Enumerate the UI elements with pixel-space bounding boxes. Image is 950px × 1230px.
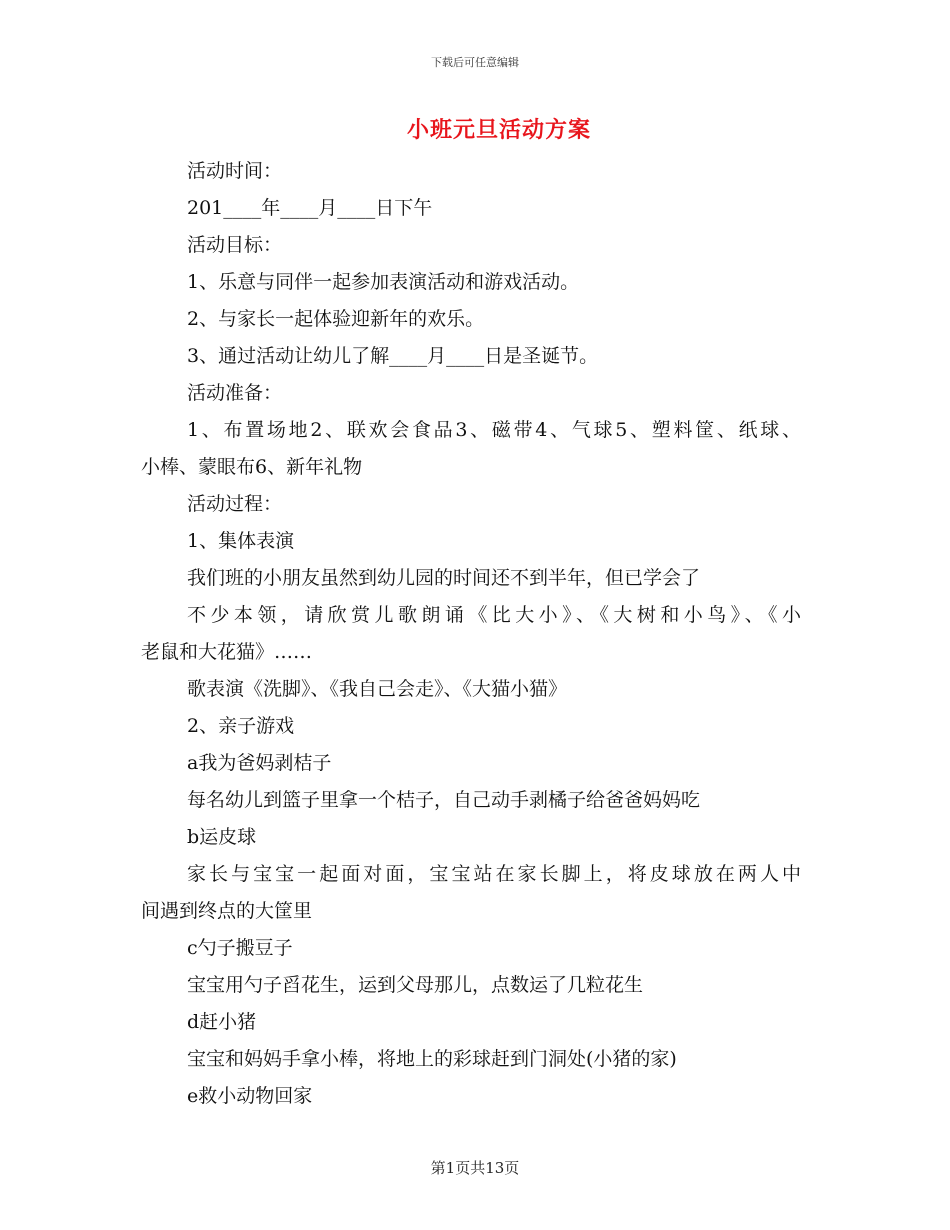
body-line: e救小动物回家	[187, 1085, 313, 1107]
body-line: 不少本领，请欣赏儿歌朗诵《比大小》、《大树和小鸟》、《小	[187, 604, 801, 626]
page-footer: 第1页共13页	[430, 1159, 520, 1177]
body-line: b运皮球	[187, 826, 257, 848]
body-line: 3、通过活动让幼儿了解____月____日是圣诞节。	[187, 345, 599, 367]
body-line: 我们班的小朋友虽然到幼儿园的时间还不到半年，但已学会了	[187, 567, 701, 589]
body-line: 活动准备：	[187, 382, 283, 404]
body-line: 间遇到终点的大筐里	[141, 900, 313, 922]
body-line: 宝宝和妈妈手拿小棒，将地上的彩球赶到门洞处(小猪的家)	[187, 1048, 677, 1070]
body-line: 宝宝用勺子舀花生，运到父母那儿，点数运了几粒花生	[187, 974, 644, 996]
body-line: 歌表演《洗脚》、《我自己会走》、《大猫小猫》	[187, 678, 568, 700]
body-line: c勺子搬豆子	[187, 937, 293, 959]
body-line: 1、乐意与同伴一起参加表演活动和游戏活动。	[187, 271, 580, 293]
body-line: 2、与家长一起体验迎新年的欢乐。	[187, 308, 485, 330]
body-line: 小棒、蒙眼布6、新年礼物	[141, 456, 363, 478]
document-body	[141, 153, 801, 1115]
body-line: d赶小猪	[187, 1011, 257, 1033]
body-line: 家长与宝宝一起面对面，宝宝站在家长脚上，将皮球放在两人中	[187, 863, 801, 885]
body-line: 2、亲子游戏	[187, 715, 295, 737]
body-line: 1、集体表演	[187, 530, 295, 552]
document-title: 小班元旦活动方案	[406, 117, 591, 143]
header-note: 下载后可任意编辑	[431, 56, 519, 69]
body-line: 活动过程：	[187, 493, 283, 515]
body-line: a我为爸妈剥桔子	[187, 752, 332, 774]
body-line: 活动目标：	[187, 234, 283, 256]
body-line: 201____年____月____日下午	[187, 197, 433, 219]
body-line: 老鼠和大花猫》……	[141, 641, 313, 663]
body-line: 每名幼儿到篮子里拿一个桔子，自己动手剥橘子给爸爸妈妈吃	[187, 789, 701, 811]
body-line: 1、布置场地2、联欢会食品3、磁带4、气球5、塑料筐、纸球、	[187, 419, 801, 441]
body-line: 活动时间：	[187, 160, 283, 182]
